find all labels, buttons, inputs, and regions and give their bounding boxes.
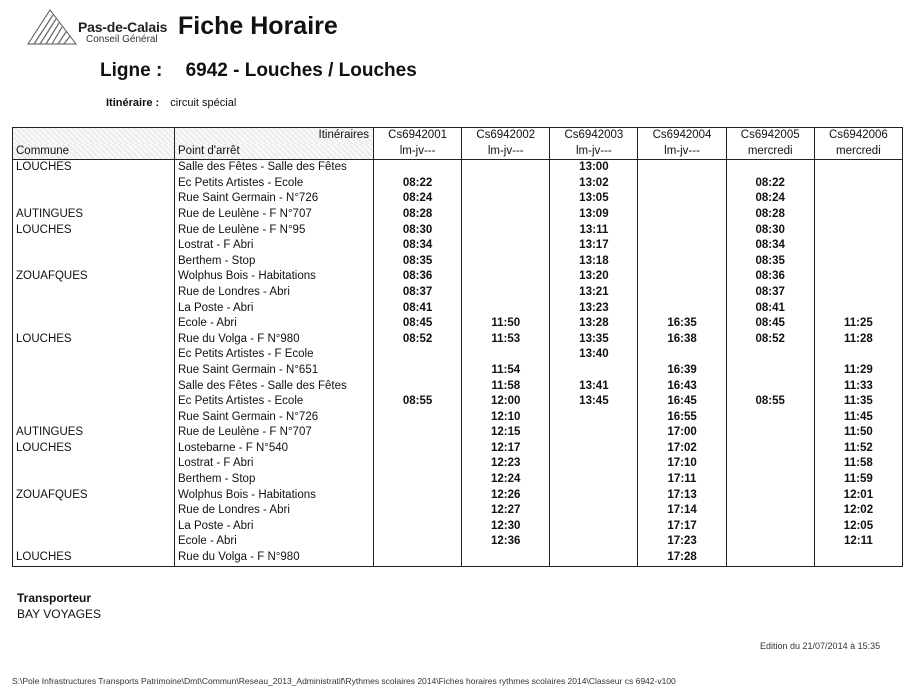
schedule-row xyxy=(13,379,903,395)
time-cell: 16:39 xyxy=(638,363,726,379)
time-cell xyxy=(726,534,814,550)
commune-cell xyxy=(13,363,175,379)
time-cell xyxy=(638,269,726,285)
course-days-header: lm-jv--- xyxy=(462,144,550,160)
stop-cell: Rue du Volga - F N°980 xyxy=(175,332,374,348)
schedule-row xyxy=(13,410,903,426)
time-cell xyxy=(550,425,638,441)
stop-header: Point d'arrêt xyxy=(175,144,374,160)
time-cell xyxy=(550,519,638,535)
schedule-row xyxy=(13,176,903,192)
time-cell: 11:35 xyxy=(814,394,902,410)
time-cell xyxy=(374,488,462,504)
time-cell xyxy=(638,347,726,363)
time-cell xyxy=(374,472,462,488)
schedule-row xyxy=(13,550,903,566)
time-cell: 08:55 xyxy=(374,394,462,410)
time-cell: 08:37 xyxy=(374,285,462,301)
stop-cell: Rue de Leulène - F N°707 xyxy=(175,207,374,223)
commune-cell xyxy=(13,254,175,270)
stop-cell: Rue du Volga - F N°980 xyxy=(175,550,374,566)
time-cell xyxy=(814,238,902,254)
time-cell xyxy=(726,410,814,426)
time-cell: 13:05 xyxy=(550,191,638,207)
time-cell: 08:28 xyxy=(374,207,462,223)
commune-cell: ZOUAFQUES xyxy=(13,488,175,504)
time-cell xyxy=(550,363,638,379)
course-code-header: Cs6942003 xyxy=(550,128,638,144)
stop-cell: Berthem - Stop xyxy=(175,254,374,270)
commune-cell xyxy=(13,176,175,192)
time-cell: 11:33 xyxy=(814,379,902,395)
carrier-label: Transporteur xyxy=(17,591,92,605)
commune-cell xyxy=(13,316,175,332)
course-code-header: Cs6942005 xyxy=(726,128,814,144)
time-cell: 08:52 xyxy=(374,332,462,348)
stop-cell: Rue Saint Germain - N°726 xyxy=(175,410,374,426)
time-cell xyxy=(726,347,814,363)
course-code-header: Cs6942004 xyxy=(638,128,726,144)
time-cell: 08:37 xyxy=(726,285,814,301)
stop-cell: Ecole - Abri xyxy=(175,316,374,332)
file-path: S:\Pole Infrastructures Transports Patrimoine\Dmt\Commun\Reseau_2013_Administratif\Rythmes scolaires 2014\Fiches horaires rythmes scolaires 2014\Classeur cs 6942-v100 xyxy=(12,676,676,686)
time-cell: 11:53 xyxy=(462,332,550,348)
schedule-row xyxy=(13,488,903,504)
time-cell xyxy=(462,254,550,270)
time-cell xyxy=(550,410,638,426)
time-cell: 11:58 xyxy=(814,456,902,472)
schedule-row xyxy=(13,394,903,410)
time-cell: 16:45 xyxy=(638,394,726,410)
stop-cell: Salle des Fêtes - Salle des Fêtes xyxy=(175,379,374,395)
commune-cell: LOUCHES xyxy=(13,550,175,566)
time-cell xyxy=(726,550,814,566)
time-cell: 13:11 xyxy=(550,223,638,239)
time-cell: 11:52 xyxy=(814,441,902,457)
carrier-name: BAY VOYAGES xyxy=(17,607,102,621)
time-cell xyxy=(374,160,462,176)
schedule-row xyxy=(13,425,903,441)
time-cell: 08:22 xyxy=(726,176,814,192)
stop-cell: Rue Saint Germain - N°651 xyxy=(175,363,374,379)
schedule-row xyxy=(13,503,903,519)
time-cell: 13:09 xyxy=(550,207,638,223)
commune-cell: AUTINGUES xyxy=(13,425,175,441)
schedule-row xyxy=(13,207,903,223)
itinerary-value: circuit spécial xyxy=(170,97,237,109)
stop-cell: Rue de Leulène - F N°95 xyxy=(175,223,374,239)
time-cell: 08:24 xyxy=(726,191,814,207)
commune-cell xyxy=(13,347,175,363)
commune-cell xyxy=(13,285,175,301)
schedule-body xyxy=(13,160,903,566)
itinerary-label: Itinéraire : xyxy=(106,97,160,109)
commune-cell xyxy=(13,472,175,488)
time-cell xyxy=(726,519,814,535)
schedule-row xyxy=(13,519,903,535)
time-cell: 16:55 xyxy=(638,410,726,426)
time-cell xyxy=(550,488,638,504)
stop-cell: Rue Saint Germain - N°726 xyxy=(175,191,374,207)
time-cell: 08:30 xyxy=(374,223,462,239)
time-cell xyxy=(374,363,462,379)
schedule-row xyxy=(13,191,903,207)
time-cell: 08:35 xyxy=(726,254,814,270)
time-cell: 17:11 xyxy=(638,472,726,488)
schedule-row xyxy=(13,285,903,301)
time-cell: 13:20 xyxy=(550,269,638,285)
time-cell: 08:30 xyxy=(726,223,814,239)
time-cell xyxy=(462,191,550,207)
course-days-header: lm-jv--- xyxy=(550,144,638,160)
time-cell xyxy=(814,191,902,207)
time-cell xyxy=(638,191,726,207)
time-cell xyxy=(814,223,902,239)
time-cell xyxy=(374,456,462,472)
time-cell: 08:35 xyxy=(374,254,462,270)
time-cell: 12:11 xyxy=(814,534,902,550)
course-days-header: mercredi xyxy=(726,144,814,160)
time-cell: 13:23 xyxy=(550,301,638,317)
time-cell: 08:34 xyxy=(374,238,462,254)
course-code-header: Cs6942006 xyxy=(814,128,902,144)
time-cell: 08:22 xyxy=(374,176,462,192)
time-cell: 16:35 xyxy=(638,316,726,332)
schedule-row xyxy=(13,363,903,379)
schedule-row xyxy=(13,223,903,239)
time-cell xyxy=(638,176,726,192)
time-cell: 11:59 xyxy=(814,472,902,488)
time-cell xyxy=(374,410,462,426)
header-row-courses xyxy=(13,128,903,144)
time-cell xyxy=(462,223,550,239)
time-cell xyxy=(550,441,638,457)
time-cell xyxy=(638,160,726,176)
time-cell: 08:41 xyxy=(374,301,462,317)
course-code-header: Cs6942001 xyxy=(374,128,462,144)
course-days-header: mercredi xyxy=(814,144,902,160)
commune-cell xyxy=(13,519,175,535)
time-cell: 16:43 xyxy=(638,379,726,395)
commune-cell: LOUCHES xyxy=(13,160,175,176)
time-cell: 12:24 xyxy=(462,472,550,488)
time-cell xyxy=(726,160,814,176)
time-cell xyxy=(814,301,902,317)
commune-cell: LOUCHES xyxy=(13,332,175,348)
time-cell xyxy=(374,519,462,535)
time-cell xyxy=(374,550,462,566)
time-cell: 17:00 xyxy=(638,425,726,441)
time-cell: 13:41 xyxy=(550,379,638,395)
stop-cell: La Poste - Abri xyxy=(175,519,374,535)
commune-cell xyxy=(13,394,175,410)
time-cell: 08:36 xyxy=(726,269,814,285)
time-cell: 08:52 xyxy=(726,332,814,348)
time-cell xyxy=(374,347,462,363)
commune-cell xyxy=(13,238,175,254)
time-cell: 13:17 xyxy=(550,238,638,254)
time-cell: 08:34 xyxy=(726,238,814,254)
edition-date: Edition du 21/07/2014 à 15:35 xyxy=(760,641,881,651)
time-cell: 12:27 xyxy=(462,503,550,519)
course-days-header: lm-jv--- xyxy=(638,144,726,160)
time-cell xyxy=(726,425,814,441)
commune-cell: LOUCHES xyxy=(13,223,175,239)
time-cell: 17:23 xyxy=(638,534,726,550)
time-cell xyxy=(726,441,814,457)
schedule-row xyxy=(13,301,903,317)
time-cell: 12:26 xyxy=(462,488,550,504)
time-cell xyxy=(550,534,638,550)
time-cell: 08:24 xyxy=(374,191,462,207)
time-cell xyxy=(374,441,462,457)
time-cell: 17:02 xyxy=(638,441,726,457)
time-cell xyxy=(374,503,462,519)
line-value: 6942 - Louches / Louches xyxy=(185,60,417,81)
time-cell xyxy=(374,425,462,441)
line-title xyxy=(100,60,417,82)
stop-cell: Lostrat - F Abri xyxy=(175,238,374,254)
logo-name: Pas-de-Calais xyxy=(78,19,168,35)
schedule-row xyxy=(13,238,903,254)
time-cell xyxy=(462,207,550,223)
commune-cell xyxy=(13,191,175,207)
stop-cell: Ecole - Abri xyxy=(175,534,374,550)
commune-cell xyxy=(13,410,175,426)
time-cell xyxy=(814,207,902,223)
time-cell: 13:18 xyxy=(550,254,638,270)
time-cell: 11:25 xyxy=(814,316,902,332)
time-cell xyxy=(814,550,902,566)
time-cell xyxy=(638,301,726,317)
schedule-row xyxy=(13,441,903,457)
time-cell: 12:01 xyxy=(814,488,902,504)
time-cell: 08:45 xyxy=(726,316,814,332)
time-cell: 12:17 xyxy=(462,441,550,457)
time-cell: 12:30 xyxy=(462,519,550,535)
time-cell: 08:36 xyxy=(374,269,462,285)
time-cell xyxy=(726,503,814,519)
time-cell xyxy=(814,347,902,363)
time-cell: 11:50 xyxy=(462,316,550,332)
schedule-row xyxy=(13,316,903,332)
time-cell xyxy=(638,238,726,254)
itinerary-info xyxy=(106,97,236,109)
stop-cell: Ec Petits Artistes - F Ecole xyxy=(175,347,374,363)
time-cell xyxy=(462,238,550,254)
time-cell: 17:13 xyxy=(638,488,726,504)
time-cell: 12:23 xyxy=(462,456,550,472)
time-cell: 16:38 xyxy=(638,332,726,348)
schedule-row xyxy=(13,269,903,285)
time-cell: 17:17 xyxy=(638,519,726,535)
stop-cell: Wolphus Bois - Habitations xyxy=(175,269,374,285)
time-cell xyxy=(550,456,638,472)
time-cell xyxy=(726,472,814,488)
time-cell: 17:14 xyxy=(638,503,726,519)
time-cell: 08:41 xyxy=(726,301,814,317)
time-cell: 12:05 xyxy=(814,519,902,535)
time-cell: 13:02 xyxy=(550,176,638,192)
header-row-days xyxy=(13,144,903,160)
itineraries-header: Itinéraires xyxy=(175,128,374,144)
stop-cell: Rue de Londres - Abri xyxy=(175,285,374,301)
time-cell xyxy=(726,456,814,472)
time-cell xyxy=(638,223,726,239)
time-cell xyxy=(374,534,462,550)
time-cell: 12:15 xyxy=(462,425,550,441)
schedule-row xyxy=(13,456,903,472)
stop-cell: La Poste - Abri xyxy=(175,301,374,317)
time-cell: 11:28 xyxy=(814,332,902,348)
schedule-row xyxy=(13,347,903,363)
time-cell: 17:28 xyxy=(638,550,726,566)
schedule-table xyxy=(12,127,903,567)
time-cell xyxy=(638,254,726,270)
time-cell: 12:00 xyxy=(462,394,550,410)
time-cell xyxy=(550,472,638,488)
time-cell xyxy=(814,160,902,176)
stop-cell: Lostrat - F Abri xyxy=(175,456,374,472)
time-cell: 13:45 xyxy=(550,394,638,410)
time-cell: 11:29 xyxy=(814,363,902,379)
time-cell xyxy=(726,363,814,379)
time-cell xyxy=(550,550,638,566)
commune-cell xyxy=(13,301,175,317)
stop-cell: Lostebarne - F N°540 xyxy=(175,441,374,457)
commune-header-blank xyxy=(13,128,175,144)
commune-cell xyxy=(13,379,175,395)
commune-cell xyxy=(13,503,175,519)
time-cell xyxy=(638,285,726,301)
stop-cell: Ec Petits Artistes - Ecole xyxy=(175,176,374,192)
time-cell: 08:28 xyxy=(726,207,814,223)
time-cell: 12:02 xyxy=(814,503,902,519)
schedule-row xyxy=(13,332,903,348)
course-days-header: lm-jv--- xyxy=(374,144,462,160)
time-cell xyxy=(462,160,550,176)
stop-cell: Ec Petits Artistes - Ecole xyxy=(175,394,374,410)
time-cell: 13:40 xyxy=(550,347,638,363)
stop-cell: Wolphus Bois - Habitations xyxy=(175,488,374,504)
time-cell: 08:55 xyxy=(726,394,814,410)
time-cell: 08:45 xyxy=(374,316,462,332)
commune-header: Commune xyxy=(13,144,175,160)
time-cell: 11:45 xyxy=(814,410,902,426)
time-cell xyxy=(462,176,550,192)
time-cell xyxy=(814,254,902,270)
logo-subtitle: Conseil Général xyxy=(86,34,158,45)
time-cell xyxy=(726,488,814,504)
time-cell xyxy=(814,176,902,192)
commune-cell xyxy=(13,534,175,550)
time-cell: 11:50 xyxy=(814,425,902,441)
commune-cell: LOUCHES xyxy=(13,441,175,457)
stop-cell: Rue de Leulène - F N°707 xyxy=(175,425,374,441)
time-cell: 13:00 xyxy=(550,160,638,176)
time-cell: 11:58 xyxy=(462,379,550,395)
commune-cell: AUTINGUES xyxy=(13,207,175,223)
course-code-header: Cs6942002 xyxy=(462,128,550,144)
time-cell xyxy=(462,347,550,363)
schedule-row xyxy=(13,254,903,270)
commune-cell: ZOUAFQUES xyxy=(13,269,175,285)
time-cell xyxy=(462,301,550,317)
time-cell xyxy=(814,269,902,285)
schedule-row xyxy=(13,534,903,550)
time-cell: 13:21 xyxy=(550,285,638,301)
logo-emblem-icon xyxy=(26,8,78,46)
schedule-row xyxy=(13,472,903,488)
time-cell xyxy=(462,269,550,285)
time-cell: 17:10 xyxy=(638,456,726,472)
time-cell xyxy=(550,503,638,519)
time-cell: 12:10 xyxy=(462,410,550,426)
time-cell xyxy=(462,550,550,566)
time-cell: 13:28 xyxy=(550,316,638,332)
time-cell xyxy=(814,285,902,301)
stop-cell: Berthem - Stop xyxy=(175,472,374,488)
time-cell xyxy=(374,379,462,395)
stop-cell: Salle des Fêtes - Salle des Fêtes xyxy=(175,160,374,176)
time-cell xyxy=(462,285,550,301)
time-cell: 12:36 xyxy=(462,534,550,550)
stop-cell: Rue de Londres - Abri xyxy=(175,503,374,519)
line-label: Ligne : xyxy=(100,60,163,81)
time-cell xyxy=(726,379,814,395)
time-cell xyxy=(638,207,726,223)
document-title: Fiche Horaire xyxy=(178,12,338,40)
commune-cell xyxy=(13,456,175,472)
pas-de-calais-logo xyxy=(26,8,176,48)
schedule-row xyxy=(13,160,903,176)
time-cell: 13:35 xyxy=(550,332,638,348)
time-cell: 11:54 xyxy=(462,363,550,379)
